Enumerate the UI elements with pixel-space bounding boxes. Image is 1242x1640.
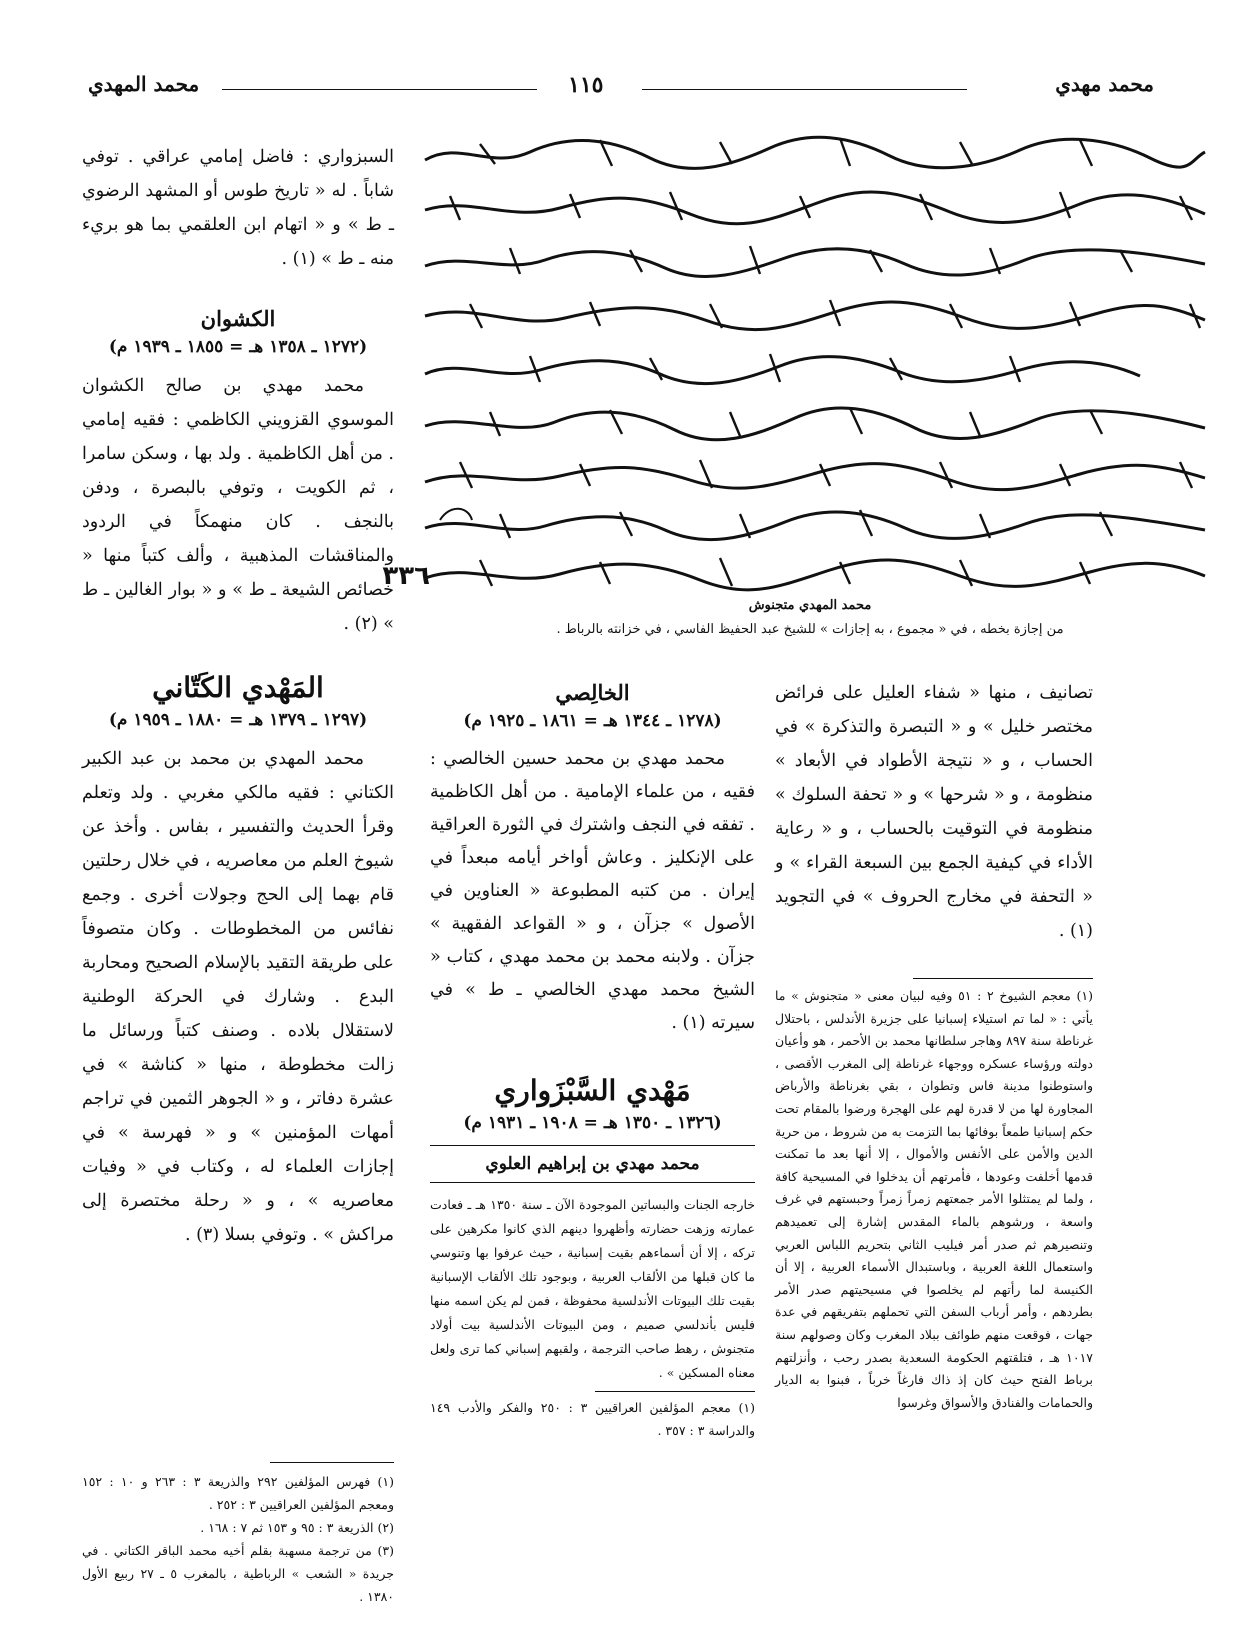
manuscript-line xyxy=(420,502,1210,546)
entry-text: محمد المهدي بن محمد بن عبد الكبير الكتاني : فقيه مالكي مغربي . ولد وتعلم وقرأ الحديث والتفسير ، بفاس . وأخذ عن شيوخ العلم من معاصريه ، في خلال رحلتين قام بهما إلى الحج وجولات أخرى . وجمع نفائس من المخطوطات . وكان متصوفاً على طريقة التقيد بالإسلام الصحيح ومحاربة البدع . وشارك في الحركة الوطنية لاستقلال بلاده . وصنف كتباً ورسائل ما زالت مخطوطة ، منها « كناشة » في عشرة دفاتر ، و « الجوهر الثمين في تراجم أمهات المؤمنين » و « فهرسة » في إجازات العلماء له ، وكتاب في « وفيات معاصريه » ، و « رحلة مختصرة إلى مراكش » . وتوفي بسلا (٣) . xyxy=(82,749,394,1245)
footnote: (٢) الذريعة ٣ : ٩٥ و ١٥٣ ثم ٧ : ١٦٨ . xyxy=(200,1520,394,1535)
entry-title-kattani: المَهْدي الكَتّاني xyxy=(152,671,324,704)
header-rule-right xyxy=(642,89,967,90)
footnote-rule-middle xyxy=(595,1391,755,1392)
manuscript-line xyxy=(382,550,1210,594)
right-footnotes xyxy=(775,985,1093,1414)
header-rule-left xyxy=(222,89,537,90)
manuscript-caption-text: من إجازة بخطه ، في « مجموع ، به إجازات » للشيخ عبد الحفيظ الفاسي ، في خزانته بالرباط . xyxy=(556,622,1064,637)
entry-text: تصانيف ، منها « شفاء العليل على فرائض مختصر خليل » و « التبصرة والتذكرة » في الحساب ، و « نتيجة الأطواد في الأبعاد » منظومة ، و « شرحها » و « تحفة السلوك » منظومة في التوقيت بالحساب ، و « رعاية الأداء في كيفية الجمع بين السبعة القراء » و « التحفة في مخارج الحروف » في التجويد (١) . xyxy=(775,683,1093,941)
manuscript-line xyxy=(420,452,1210,496)
page-number: ١١٥ xyxy=(568,72,604,98)
manuscript-line xyxy=(420,400,1210,444)
footnote: (٣) من ترجمة مسهبة بقلم أخيه محمد الباقر الكتاني . في جريدة « الشعب » الرباطية ، بالمغرب ٥ ـ ٢٧ ربيع الأول ١٣٨٠ . xyxy=(82,1543,395,1604)
footnote: (١) معجم المؤلفين العراقيين ٣ : ٢٥٠ والفكر والأدب ١٤٩ والدراسة ٣ : ٣٥٧ . xyxy=(430,1400,755,1438)
footnote: (١) فهرس المؤلفين ٢٩٢ والذريعة ٣ : ٢٦٣ و ١٠ : ١٥٢ ومعجم المؤلفين العراقيين ٣ : ٢٥٢ . xyxy=(82,1474,395,1512)
sabzawari-entry-continued xyxy=(82,140,394,276)
entry-body-kattani xyxy=(82,742,394,1252)
entry-body-right xyxy=(775,676,1093,948)
entry-dates-kashwan: (١٢٧٢ ـ ١٣٥٨ هـ = ١٨٥٥ ـ ١٩٣٩ م) xyxy=(108,337,368,357)
entry-dates-sabzawari: (١٣٢٦ ـ ١٣٥٠ هـ = ١٩٠٨ ـ ١٩٣١ م) xyxy=(463,1113,722,1133)
footnote-continuation-middle xyxy=(430,1193,755,1385)
manuscript-caption-title: محمد المهدي متجنوش xyxy=(748,598,872,613)
right-column xyxy=(775,676,1093,1414)
footnote-rule-right xyxy=(913,978,1093,979)
entry-title-sabzawari: مَهْدي السَّبْزَواري xyxy=(494,1074,691,1107)
entry-title-kashwan: الكشوان xyxy=(200,306,276,331)
entry-text: محمد مهدي بن صالح الكشوان الموسوي القزويني الكاظمي : فقيه إمامي . من أهل الكاظمية . ولد بها ، وسكن سامرا ، ثم الكويت ، وتوفي بالبصرة ، ودفن بالنجف . كان منهمكاً في الردود والمناقشات المذهبية ، وألف كتباً منها « خصائص الشيعة ـ ط » و « بوار الغالين ـ ط » (٢) . xyxy=(81,376,394,634)
entry-body-kashwan xyxy=(82,369,394,641)
manuscript-line xyxy=(420,184,1210,228)
left-column xyxy=(82,140,394,1252)
middle-footnotes xyxy=(430,1396,755,1442)
footnote-rule-left xyxy=(270,1462,394,1463)
entry-text: السبزواري : فاضل إمامي عراقي . توفي شاباً . له « تاريخ طوس أو المشهد الرضوي ـ ط » و « اتهام ابن العلقمي بما هو بريء منه ـ ط » (١) . xyxy=(82,147,394,269)
entry-body-khalisi xyxy=(430,743,755,1040)
footnote: خارجه الجنات والبساتين الموجودة الآن ـ سنة ١٣٥٠ هـ ـ فعادت عمارته وزهت حضارته وأظهروا دينهم الذي كانوا مكرهين على تركه ، إلا أن أسماءهم بقيت إسبانية ، حيث عرفوا بها وتنوسي ما كان قبلها من الألقاب العربية ، وبوجود تلك الألقاب الإسبانية بقيت تلك البيوتات الأندلسية محفوظة ، فمن لم يكن اسمه منها فليس بأندلسي صميم ، ومن البيوتات الأندلسية بيت أولاد متجنوش ، رهط صاحب الترجمة ، ولقبهم إسباني كما ترى ولعل معناه المسكين » . xyxy=(430,1197,755,1380)
manuscript-line xyxy=(420,346,1210,390)
entry-dates-khalisi: (١٢٧٨ ـ ١٣٤٤ هـ = ١٨٦١ ـ ١٩٢٥ م) xyxy=(463,711,722,731)
entry-dates-kattani: (١٢٩٧ ـ ١٣٧٩ هـ = ١٨٨٠ ـ ١٩٥٩ م) xyxy=(108,710,368,730)
middle-column xyxy=(430,680,755,1442)
entry-title-khalisi: الخالِصي xyxy=(555,680,630,705)
svg-text:٣٣٦: ٣٣٦ xyxy=(382,561,430,591)
running-title-left: محمد المهدي xyxy=(88,72,200,96)
running-title-right: محمد مهدي xyxy=(1055,72,1154,96)
entry-text: محمد مهدي بن محمد حسين الخالصي : فقيه ، من علماء الإمامية . من أهل الكاظمية . تفقه في النجف واشترك في الثورة العراقية على الإنكليز . وعاش أواخر أيامه مبعداً في إيران . من كتبه المطبوعة « العناوين في الأصول » جزآن ، و « القواعد الفقهية » جزآن . ولابنه محمد بن محمد مهدي ، كتاب « الشيخ محمد مهدي الخالصي ـ ط » في سيرته (١) . xyxy=(430,749,755,1033)
footnote: (١) معجم الشيوخ ٢ : ٥١ وفيه لبيان معنى « متجنوش » ما يأتي : « لما تم استيلاء إسبانيا على جزيرة الأندلس ، باحتلال غرناطة سنة ٨٩٧ وهاجر سلطانها محمد بن الأحمر ، هو وأعيان دولته ورؤساء عسكره ووجهاء غرناطة إلى المغرب الأقصى ، واستوطنوا مدينة فاس وتطوان ، بقي بغرناطة والأرباض المجاورة لها من لا قدرة لهم على الهجرة ورضوا بالمقام تحت حكم إسبانيا طمعاً بوفائها بما التزمت به من شروط ، من حرية الدين والأمن على الأنفس والأموال ، إلا أنها بعد ما تمكنت قدمها أخلفت وعودها ، فأمرتهم أن يدخلوا في المسيحية كافة ، ولما لم يمتثلوا الأمر جمعتهم زمراً زمراً وحبستهم في غرف واسعة ، ورشوهم بالماء المقدس إشارة إلى تعميدهم وتنصيرهم ثم صدر أمر فيليب الثاني بتحريم اللباس العربي واستعمال اللغة العربية ، وباستبدال الأسماء العربية ، إلا أن الكنيسة لما رأتهم لم يخلصوا في مسيحيتهم صدر الأمر بطردهم ، وأمر أرباب السفن التي تحملهم بتفريقهم في عدة جهات ، فوقعت منهم طوائف ببلاد المغرب وكان وصولهم سنة ١٠١٧ هـ ، فتلقتهم الحكومة السعدية بصدر رحب ، وأنزلتهم برباط الفتح حيث كان إذ ذاك فارغاً خرباً ، فبنوا به الديار والحمامات والفنادق والأسواق وغرسوا xyxy=(775,988,1093,1410)
manuscript-line xyxy=(420,238,1210,282)
boxed-name-line: محمد مهدي بن إبراهيم العلوي xyxy=(430,1145,755,1183)
left-footnotes xyxy=(82,1470,394,1608)
manuscript-line xyxy=(420,292,1210,336)
manuscript-line xyxy=(420,130,1210,174)
